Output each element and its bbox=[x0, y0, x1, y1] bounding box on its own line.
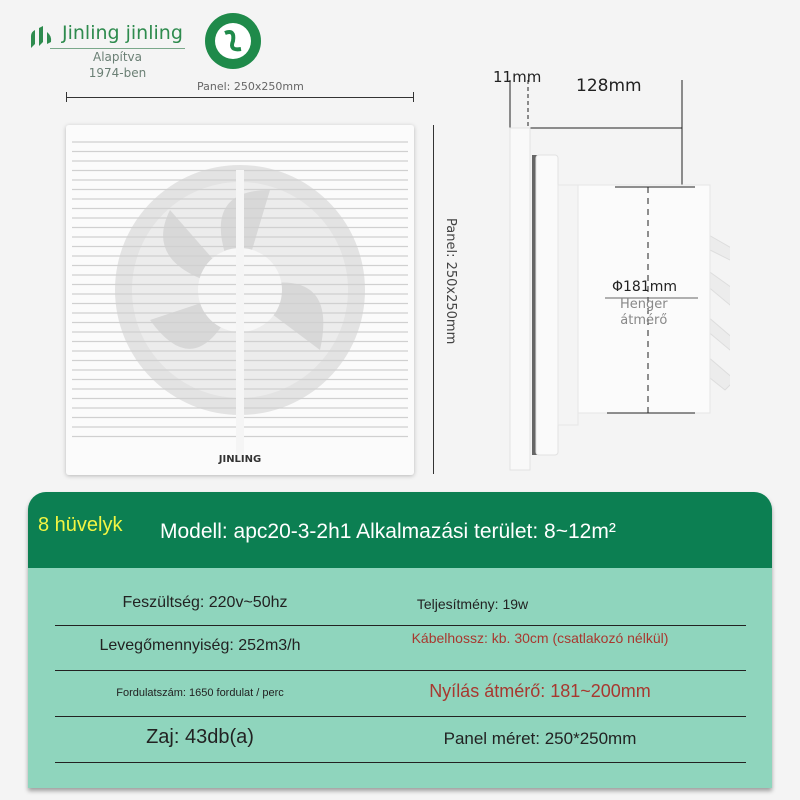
spec-panel bbox=[28, 492, 772, 788]
depth-dimension: 128mm bbox=[576, 76, 642, 96]
brand-logo-icon bbox=[28, 24, 54, 50]
spec-rpm: Fordulatszám: 1650 fordulat / perc bbox=[116, 687, 284, 699]
spec-header bbox=[28, 492, 772, 568]
spec-opening-diameter: Nyílás átmérő: 181~200mm bbox=[429, 681, 651, 701]
spec-panel-size: Panel méret: 250*250mm bbox=[443, 729, 637, 748]
spec-airflow: Levegőmennyiség: 252m3/h bbox=[99, 637, 301, 654]
spec-row bbox=[55, 671, 746, 717]
brand-seal-icon bbox=[203, 11, 263, 71]
panel-height-label: Panel: 250x250mm bbox=[443, 218, 458, 345]
product-logo-text: JINLING bbox=[218, 454, 262, 465]
spec-title: Modell: apc20-3-2h1 Alkalmazási terület: 8~12m² bbox=[160, 520, 616, 543]
brand-name: Jinling jinling bbox=[62, 22, 183, 44]
spec-row bbox=[55, 568, 746, 626]
spec-cable-length: Kábelhossz: kb. 30cm (csatlakozó nélkül) bbox=[411, 630, 669, 646]
size-badge: 8 hüvelyk bbox=[38, 514, 123, 536]
spec-noise: Zaj: 43db(a) bbox=[146, 726, 254, 748]
width-dimension-line bbox=[66, 97, 414, 98]
spec-row bbox=[55, 626, 746, 671]
panel-width-label: Panel: 250x250mm bbox=[197, 80, 304, 93]
flange-dimension: 11mm bbox=[493, 68, 542, 86]
fan-front-view bbox=[60, 120, 422, 482]
spec-voltage: Feszültség: 220v~50hz bbox=[122, 594, 288, 611]
spec-power: Teljesítmény: 19w bbox=[416, 596, 529, 612]
diameter-label: Henger átmérő bbox=[620, 297, 668, 328]
height-dimension-line bbox=[433, 125, 434, 474]
established-text: Alapítva 1974-ben bbox=[50, 48, 185, 81]
diameter-dimension: Φ181mm bbox=[612, 279, 678, 295]
spec-row bbox=[55, 717, 746, 763]
